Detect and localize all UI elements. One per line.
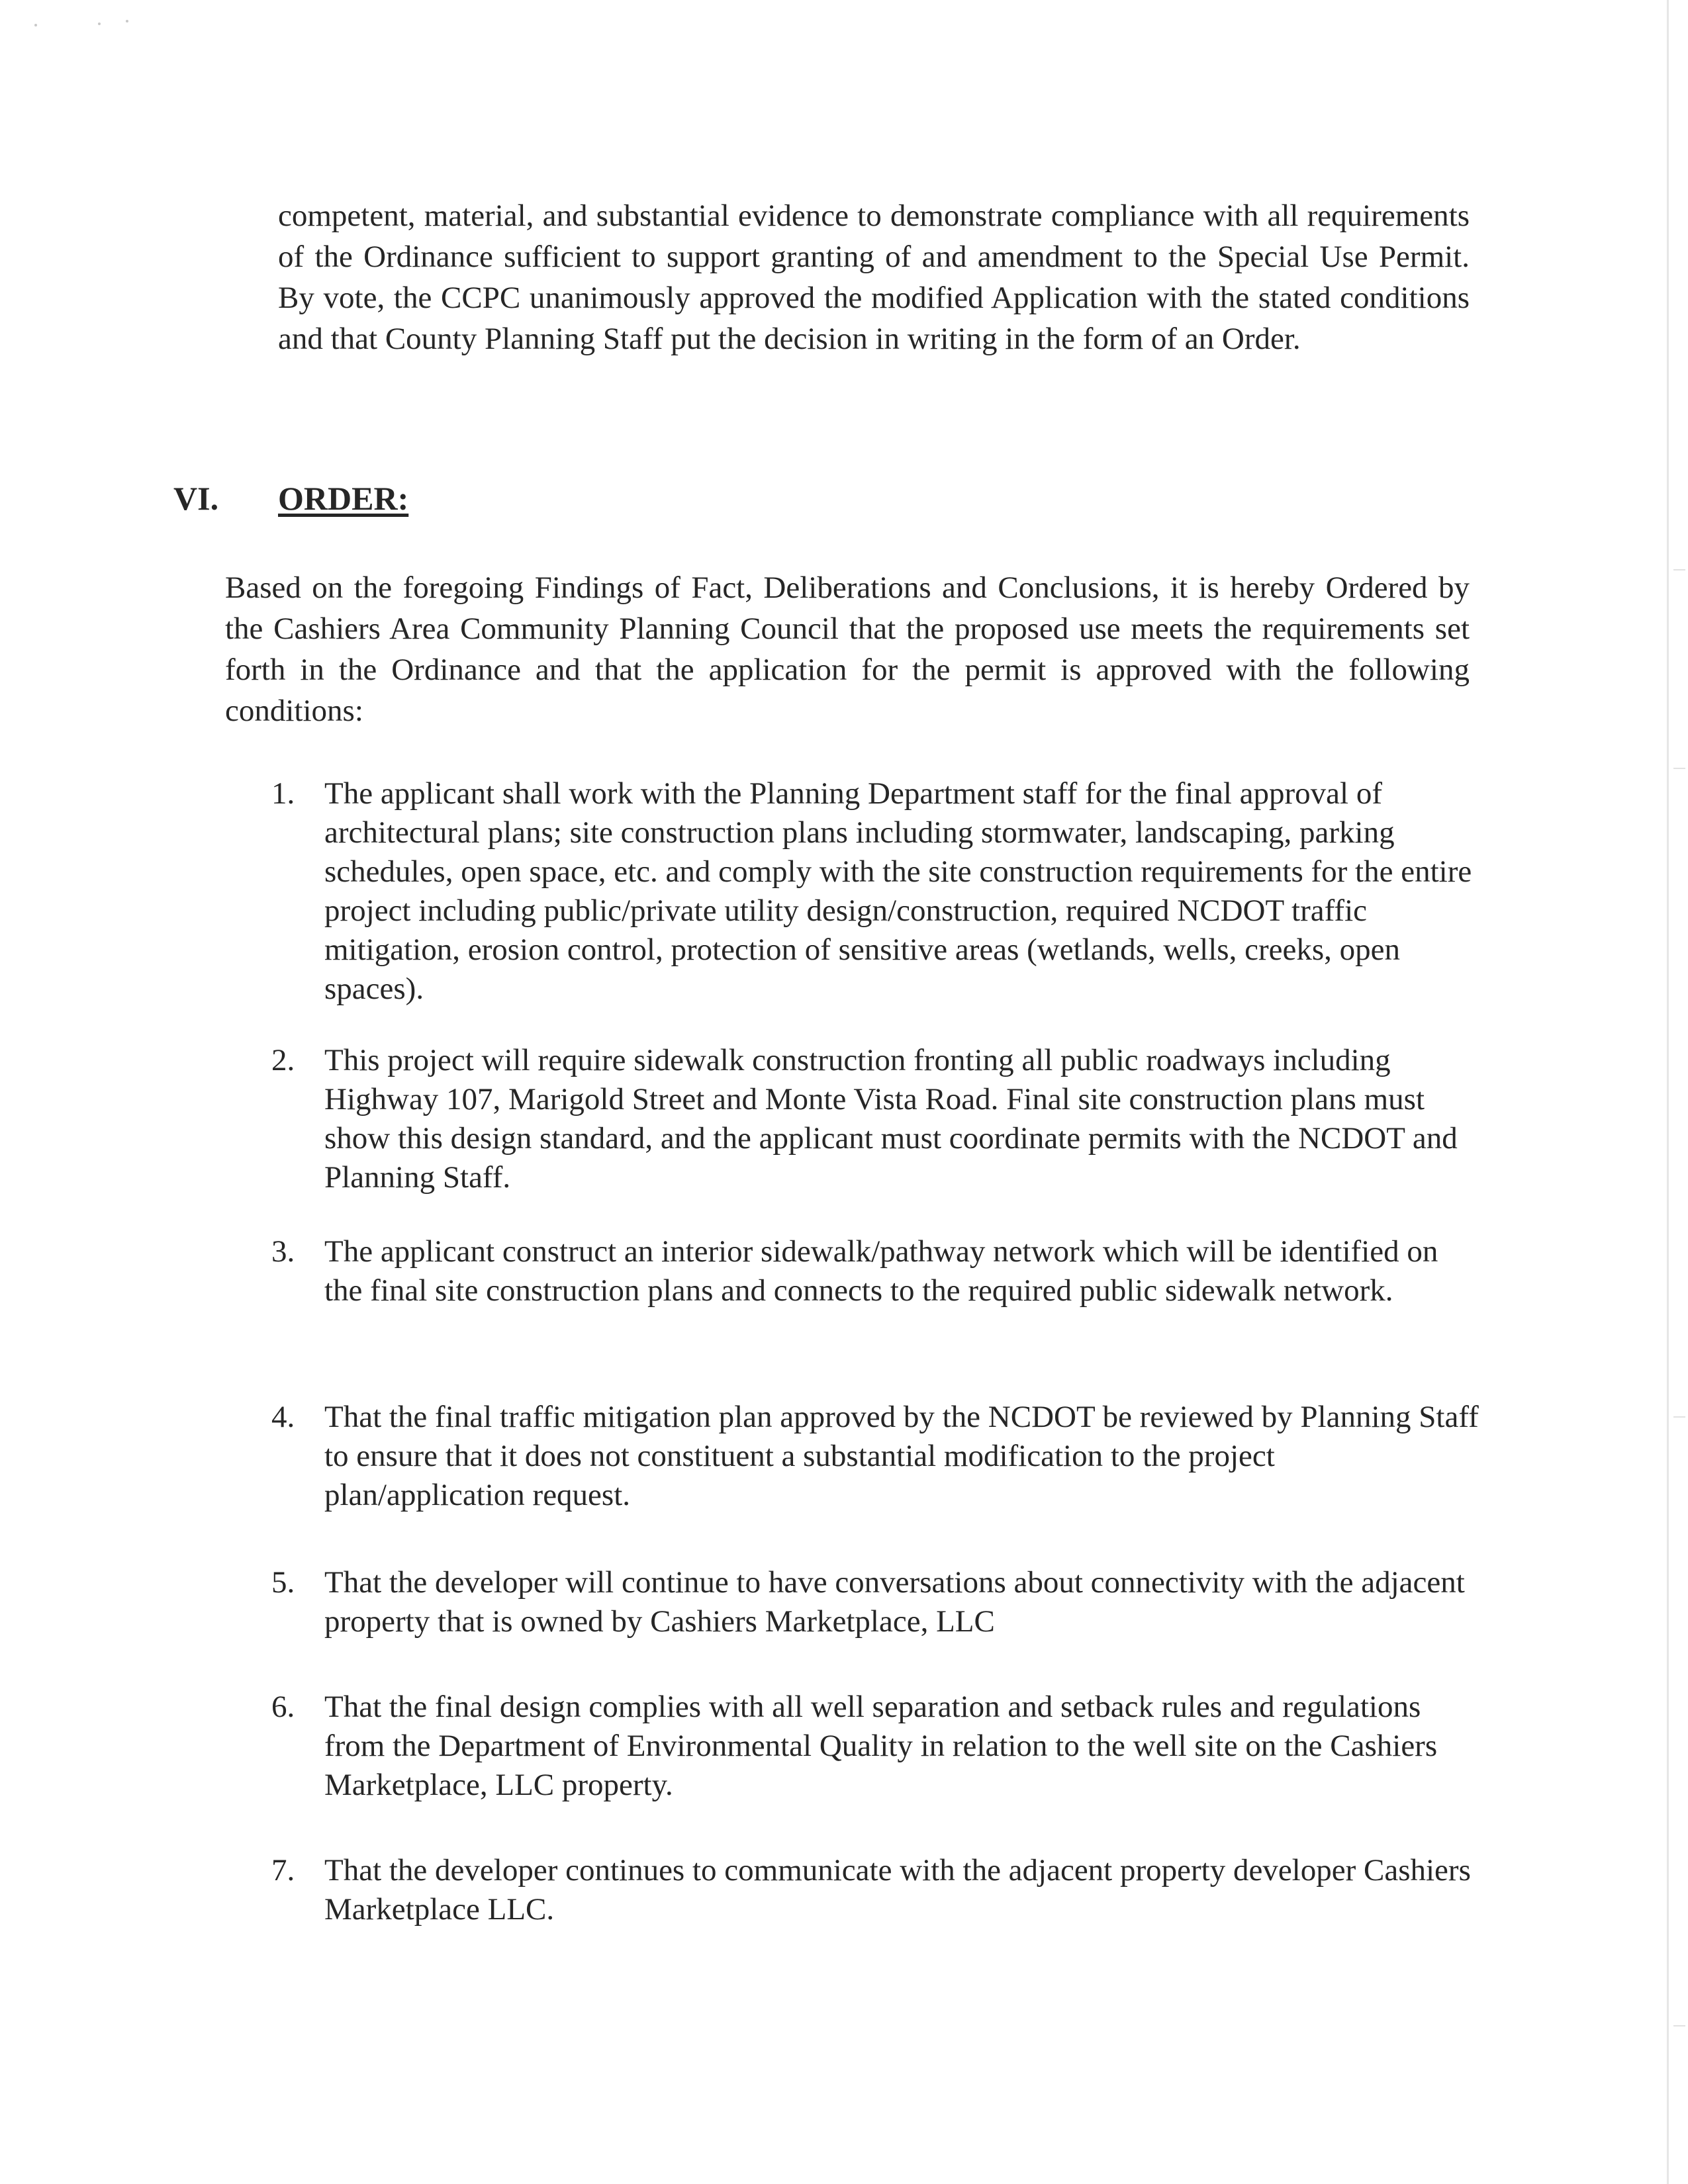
order-paragraph: Based on the foregoing Findings of Fact, Deliberations and Conclusions, it is hereby Ordered by the Cashiers Area Community Planning Council that the proposed use meets the requirements set forth in the Ordinance and that the application for the permit is approved with the following conditions: — [225, 570, 1470, 728]
section-number: VI. — [173, 480, 219, 517]
condition-number: 6. — [271, 1690, 295, 1724]
scan-speck — [126, 20, 128, 23]
section-title: ORDER: — [278, 480, 409, 517]
condition-text: That the final traffic mitigation plan approved by the NCDOT be reviewed by Planning Staff to ensure that it does not constituent a substantial modification to the project plan/application request. — [324, 1400, 1479, 1512]
condition-number: 5. — [271, 1565, 295, 1600]
scan-mark — [1673, 569, 1685, 570]
condition-number: 2. — [271, 1043, 295, 1077]
scan-mark — [1673, 2025, 1685, 2026]
condition-text: The applicant shall work with the Planning Department staff for the final approval of architectural plans; site construction plans including stormwater, landscaping, parking schedules, open space, etc. and comply with the site construction requirements for the entire project including public/private utility design/construction, required NCDOT traffic mitigation, erosion control, protection of sensitive areas (wetlands, wells, creeks, open spaces). — [324, 776, 1472, 1006]
condition-text: That the developer will continue to have conversations about connectivity with the adjacent property that is owned by Cashiers Marketplace, LLC — [324, 1565, 1465, 1639]
scan-mark — [1673, 768, 1685, 769]
condition-text: That the final design complies with all well separation and setback rules and regulations from the Department of Environmental Quality in relation to the well site on the Cashiers Marketplace, LLC property. — [324, 1690, 1438, 1802]
condition-number: 7. — [271, 1853, 295, 1888]
condition-number: 3. — [271, 1234, 295, 1269]
condition-text: This project will require sidewalk construction fronting all public roadways including Highway 107, Marigold Street and Monte Vista Road. Final site construction plans must show this design standard, and the applicant must coordinate permits with the NCDOT and Planning Staff. — [324, 1043, 1458, 1195]
condition-number: 4. — [271, 1400, 295, 1434]
scan-speck — [98, 23, 101, 25]
condition-text: The applicant construct an interior sidewalk/pathway network which will be identified on the final site construction plans and connects to the required public sidewalk network. — [324, 1234, 1438, 1308]
condition-number: 1. — [271, 776, 295, 811]
scan-edge — [1667, 0, 1669, 2184]
intro-paragraph: competent, material, and substantial evidence to demonstrate compliance with all requirements of the Ordinance sufficient to support granting of and amendment to the Special Use Permit. By vote, the CCPC unanimously approved the modified Application with the stated conditions and that County Planning Staff put the decision in writing in the form of an Order. — [278, 199, 1470, 356]
scan-mark — [1673, 1416, 1685, 1418]
condition-text: That the developer continues to communicate with the adjacent property developer Cashiers Marketplace LLC. — [324, 1853, 1471, 1927]
scan-speck — [34, 24, 37, 26]
